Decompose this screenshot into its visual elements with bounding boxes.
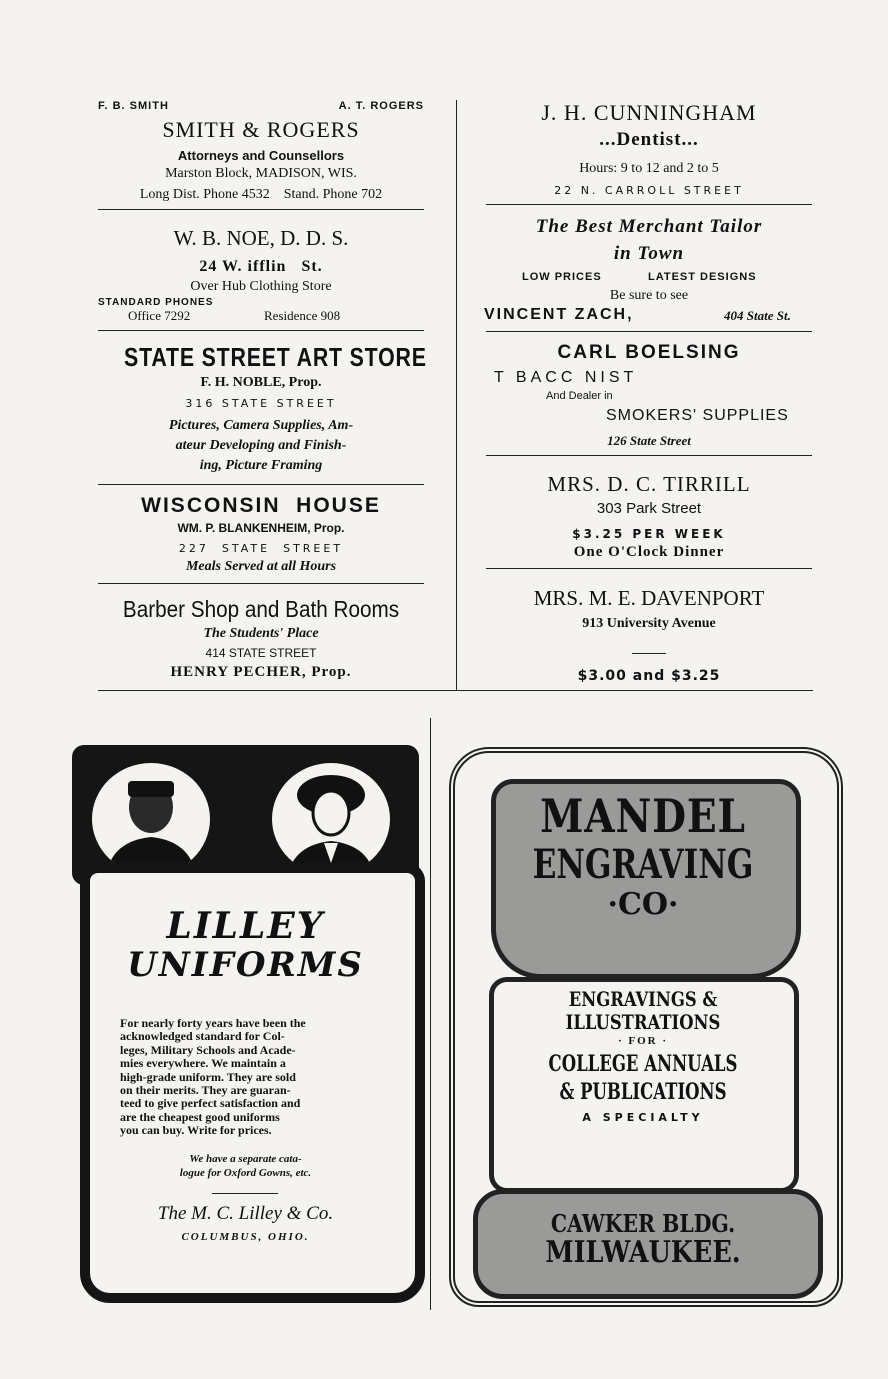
boelsing-title: T BACC NIST [494, 369, 638, 386]
tirrill-name: MRS. D. C. TIRRILL [547, 472, 751, 496]
art-store-prop: F. H. NOBLE, Prop. [200, 375, 322, 390]
lilley-body-line: high-grade uniform. They are sold [120, 1069, 296, 1084]
lilley-body [120, 1017, 380, 1138]
lilley-rule [212, 1193, 278, 1194]
noe-phones-label: STANDARD PHONES [98, 297, 214, 308]
lilley-note-2: logue for Oxford Gowns, etc. [179, 1167, 312, 1179]
mandel-line-2: ILLUSTRATIONS [565, 1010, 721, 1034]
mandel-name-1: MANDEL [540, 789, 746, 843]
lilley-uniforms-ad [72, 745, 419, 1288]
lilley-body-line: mies everywhere. We maintain a [120, 1056, 286, 1071]
cunningham-address: 22 N. CARROLL STREET [554, 184, 744, 197]
mandel-bldg: CAWKER BLDG. [550, 1209, 736, 1238]
davenport-ad [482, 586, 816, 686]
column-divider [456, 100, 457, 690]
noe-location: Over Hub Clothing Store [190, 279, 332, 294]
tirrill-ad [482, 472, 816, 568]
barber-address: 414 STATE STREET [205, 646, 317, 660]
soldier-portrait [88, 759, 214, 879]
davenport-rule [632, 653, 666, 654]
firm-name: SMITH & ROGERS [162, 117, 360, 142]
mandel-name-3: ·CO· [607, 887, 679, 922]
tirrill-dinner: One O'Clock Dinner [573, 544, 725, 560]
mandel-engraving-ad [443, 737, 843, 1307]
firm-phones: Long Dist. Phone 4532 Stand. Phone 702 [139, 187, 383, 202]
lilley-body-line: are the cheapest good uniforms [120, 1109, 280, 1124]
noe-ad [94, 226, 428, 330]
mandel-line-1: ENGRAVINGS & [568, 987, 718, 1011]
mandel-line-6: A SPECIALTY [582, 1111, 704, 1124]
lilley-company: The M. C. Lilley & Co. [157, 1203, 334, 1224]
mandel-line-4: COLLEGE ANNUALS [548, 1051, 738, 1077]
firm-address: Marston Block, MADISON, WIS. [165, 166, 357, 181]
zach-headline-2: in Town [613, 243, 685, 264]
zach-address: 404 State St. [724, 308, 791, 323]
mandel-line-3: · FOR · [617, 1035, 669, 1047]
left-column [94, 0, 428, 700]
wisconsin-house-tagline: Meals Served at all Hours [185, 559, 337, 574]
noe-address: 24 W. ifflin St. [199, 258, 323, 275]
cunningham-name: J. H. CUNNINGHAM [541, 100, 757, 125]
wisconsin-house-name: WISCONSIN HOUSE [141, 494, 381, 517]
lilley-note-1: We have a separate cata- [189, 1153, 302, 1165]
boelsing-supplies: SMOKERS' SUPPLIES [606, 407, 789, 424]
boelsing-name: CARL BOELSING [557, 342, 741, 363]
art-store-address: 316 STATE STREET [185, 397, 337, 410]
noe-name: W. B. NOE, D. D. S. [173, 226, 349, 250]
cunningham-title: ...Dentist... [599, 129, 699, 150]
art-store-desc-1: Pictures, Camera Supplies, Am- [168, 418, 354, 433]
ad-divider [430, 718, 431, 1310]
cunningham-hours: Hours: 9 to 12 and 2 to 5 [579, 161, 719, 176]
noe-office: Office 7292 [128, 308, 191, 323]
art-store-ad [94, 342, 428, 482]
partner-right: A. T. ROGERS [338, 100, 424, 112]
lilley-body-line: on their merits. They are guaran- [120, 1083, 291, 1098]
lilley-body-line: leges, Military Schools and Acade- [120, 1042, 296, 1057]
zach-ad [482, 216, 816, 330]
art-store-name: STATE STREET ART STORE [124, 342, 427, 372]
zach-latest: LATEST DESIGNS [648, 271, 757, 283]
lilley-title-1: LILLEY [166, 905, 325, 947]
cunningham-ad [482, 100, 816, 204]
art-store-desc-3: ing, Picture Framing [199, 458, 323, 473]
davenport-name: MRS. M. E. DAVENPORT [533, 586, 765, 610]
lilley-body-line: teed to give perfect satisfaction and [120, 1096, 301, 1111]
boelsing-address: 126 State Street [607, 433, 691, 448]
art-store-desc-2: ateur Developing and Finish- [175, 438, 347, 453]
firm-subtitle: Attorneys and Counsellors [177, 148, 345, 163]
mandel-name-2: ENGRAVING [532, 841, 754, 888]
wisconsin-house-prop: WM. P. BLANKENHEIM, Prop. [177, 521, 345, 535]
zach-headline-1: The Best Merchant Tailor [535, 216, 763, 237]
zach-low-prices: LOW PRICES [522, 271, 602, 283]
partner-left: F. B. SMITH [98, 100, 169, 112]
smith-rogers-ad [94, 100, 428, 210]
tirrill-address: 303 Park Street [596, 500, 702, 517]
lilley-body-line: For nearly forty years have been the [120, 1016, 306, 1030]
lilley-body-line: you can buy. Write for prices. [120, 1123, 272, 1138]
barber-ad [94, 596, 428, 686]
mandel-line-5: & PUBLICATIONS [559, 1079, 727, 1105]
woman-portrait [268, 759, 394, 879]
boelsing-dealer: And Dealer in [546, 390, 613, 402]
noe-residence: Residence 908 [264, 308, 341, 323]
barber-tagline: The Students' Place [203, 626, 319, 641]
barber-prop: HENRY PECHER, Prop. [170, 664, 352, 680]
barber-name: Barber Shop and Bath Rooms [122, 596, 400, 622]
wisconsin-house-ad [94, 494, 428, 584]
right-column [482, 0, 816, 700]
zach-see: Be sure to see [609, 288, 689, 303]
lilley-city: COLUMBUS, OHIO. [181, 1231, 310, 1243]
davenport-address: 913 University Avenue [582, 616, 716, 631]
davenport-rates: $3.00 and $3.25 [577, 668, 721, 684]
tirrill-rate: $3.25 PER WEEK [572, 527, 726, 541]
wisconsin-house-address: 227 STATE STREET [178, 542, 344, 555]
lilley-title-2: UNIFORMS [127, 945, 364, 985]
lilley-body-line: acknowledged standard for Col- [120, 1029, 285, 1044]
boelsing-ad [482, 342, 816, 454]
zach-name: VINCENT ZACH, [484, 306, 634, 323]
mandel-city: MILWAUKEE. [545, 1235, 741, 1270]
